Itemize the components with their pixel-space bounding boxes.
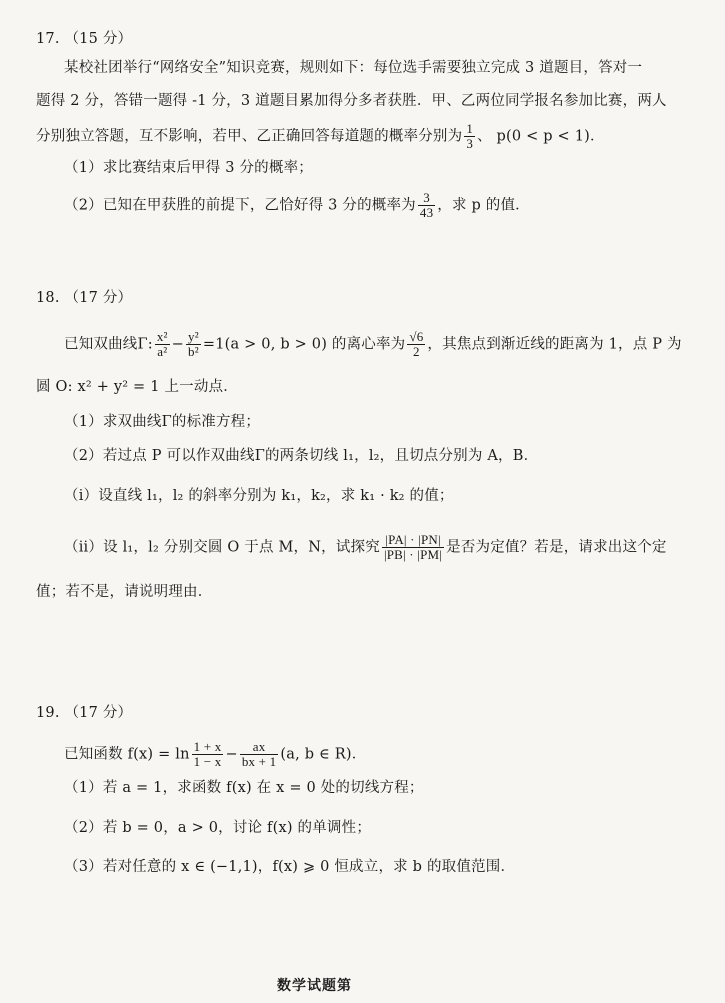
q17-text-line2: 题得 2 分，答错一题得 -1 分，3 道题目累加得分多者获胜．甲、乙两位同学报名参加比赛，两人 — [36, 93, 667, 109]
q18-minus: − — [171, 336, 185, 353]
q18-ratio-den: |PB| · |PM| — [383, 547, 443, 562]
q17-text-line3 — [36, 122, 605, 151]
q17-part2-fraction — [418, 191, 435, 220]
q17-part2-den: 43 — [419, 205, 434, 220]
q18-part2-i: （i）设直线 l₁，l₂ 的斜率分别为 k₁，k₂，求 k₁ · k₂ 的值； — [64, 488, 454, 504]
q17-text-line1: 某校社团举行“网络安全”知识竞赛，规则如下：每位选手需要独立完成 3 道题目，答对一 — [64, 60, 643, 76]
q18-part2-ii-text: （ii）设 l₁，l₂ 分别交圆 O 于点 M，N，试探究 — [64, 539, 380, 556]
q17-prob-den: 3 — [466, 136, 474, 151]
q17-part2-text: （2）已知在甲获胜的前提下，乙恰好得 3 分的概率为 — [64, 197, 416, 214]
q18-part2-ii-cont: 值；若不是，请说明理由． — [36, 584, 213, 600]
q19-text-line1 — [64, 740, 366, 769]
q17-part1: （1）求比赛结束后甲得 3 分的概率； — [64, 160, 313, 176]
q18-part2-ii-tail: 是否为定值？若是，请求出这个定 — [446, 539, 667, 556]
q17-line3-text: 分别独立答题，互不影响，若甲、乙正确回答每道题的概率分别为 — [36, 128, 463, 145]
q19-ax-den: bx + 1 — [241, 754, 277, 769]
q18-ecc-den: 2 — [413, 344, 420, 359]
q19-ax-num: ax — [240, 740, 279, 755]
q17-prob-num: 1 — [466, 121, 474, 136]
q18-x-num: x² — [156, 329, 168, 344]
q17-prob-fraction — [464, 122, 475, 151]
q19-ln-fraction — [192, 740, 224, 769]
q19-part1: （1）若 a = 1，求函数 f(x) 在 x = 0 处的切线方程； — [64, 780, 424, 796]
page-footer: 数学试题第 — [277, 978, 352, 994]
q19-ln-num: 1 + x — [193, 739, 222, 754]
q19-line1-text: 已知函数 f(x) = ln — [64, 746, 190, 763]
q18-part1: （1）求双曲线Γ的标准方程； — [64, 414, 261, 430]
q18-ratio-fraction — [382, 533, 444, 562]
q18-line1-mid: =1(a > 0, b > 0) 的离心率为 — [202, 336, 406, 353]
q18-x-fraction — [155, 330, 170, 359]
q18-y-fraction — [186, 330, 201, 359]
q19-header: 19. （17 分） — [36, 705, 133, 721]
q19-part3: （3）若对任意的 x ∈ (−1,1)，f(x) ⩾ 0 恒成立，求 b 的取值范围． — [64, 859, 516, 875]
q17-part2-num: 3 — [418, 191, 435, 206]
q18-ecc-fraction — [407, 330, 425, 359]
q18-header: 18. （17 分） — [36, 290, 133, 306]
q18-text-line2: 圆 O: x² + y² = 1 上一动点． — [36, 379, 238, 395]
q18-part2: （2）若过点 P 可以作双曲线Γ的两条切线 l₁，l₂，且切点分别为 A，B． — [64, 448, 539, 464]
q18-part2-ii — [64, 533, 667, 562]
q17-header: 17. （15 分） — [36, 31, 133, 47]
q19-ax-fraction — [240, 740, 279, 769]
q19-part2: （2）若 b = 0，a > 0，讨论 f(x) 的单调性； — [64, 820, 372, 836]
q18-x-den: a² — [157, 344, 168, 359]
q17-part2-tail: ，求 p 的值． — [437, 197, 530, 214]
q18-line1-text: 已知双曲线Γ: — [64, 336, 153, 353]
q18-ecc-num: √6 — [409, 329, 424, 344]
q18-ratio-num: |PA| · |PN| — [382, 533, 444, 548]
q18-y-num: y² — [188, 329, 199, 344]
q19-minus: − — [225, 746, 238, 763]
q18-line1-tail: ，其焦点到渐近线的距离为 1，点 P 为 — [427, 336, 682, 353]
q17-line3-tail: 、 p(0 < p < 1)． — [477, 128, 605, 145]
q19-ln-den: 1 − x — [193, 754, 222, 769]
q19-line1-tail: (a, b ∈ R)． — [280, 746, 367, 763]
q18-text-line1 — [64, 330, 682, 359]
q18-y-den: b² — [188, 344, 199, 359]
q17-part2 — [64, 191, 530, 220]
